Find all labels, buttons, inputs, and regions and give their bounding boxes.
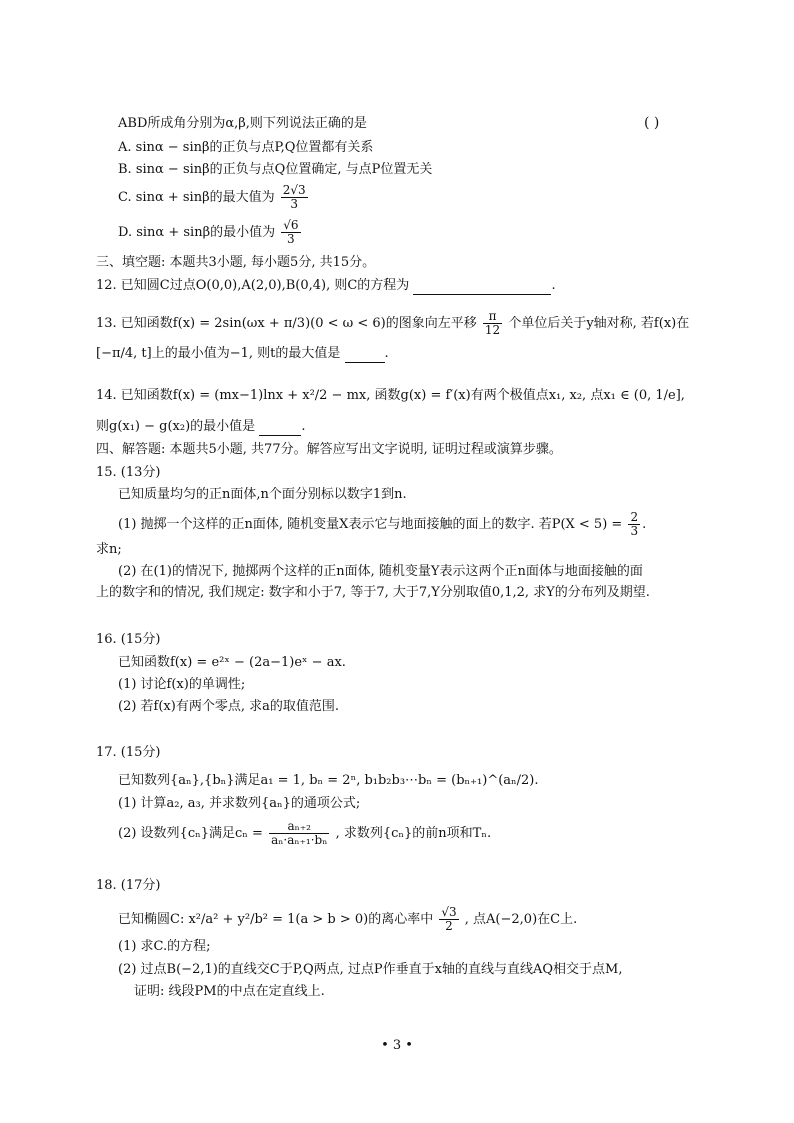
q11-option-d-fraction xyxy=(281,219,300,246)
q17-part2-text-a: (2) 设数列{cₙ}满足cₙ = xyxy=(118,826,263,841)
fraction-numerator: 2√3 xyxy=(282,183,306,197)
q16-stem: 已知函数f(x) = e²ˣ − (2a−1)eˣ − ax. xyxy=(118,655,346,670)
q14-text-b: 则g(x₁) − g(x₂)的最小值是 xyxy=(96,419,256,434)
q15-part1-text: (1) 抛掷一个这样的正n面体, 随机变量X表示它与地面接触的面上的数字. 若P(X < 5) = xyxy=(118,517,623,532)
fraction-denominator: 12 xyxy=(484,323,501,337)
q13-text-a: 13. 已知函数f(x) = 2sin(ωx + π/3)(0 < ω < 6)的图象向左平移 xyxy=(96,316,477,331)
q17-part2 xyxy=(118,820,491,847)
q18-stem-text-c: , 点A(−2,0)在C上. xyxy=(464,912,578,927)
q11-option-d-text: D. sinα + sinβ的最小值为 xyxy=(118,225,276,240)
answer-blank xyxy=(413,280,551,295)
q15-fraction xyxy=(628,511,640,538)
q15-stem: 已知质量均匀的正n面体,n个面分别标以数字1到n. xyxy=(118,487,407,502)
section4-heading: 四、解答题: 本题共5小题, 共77分。解答应写出文字说明, 证明过程或演算步骤。 xyxy=(96,442,562,457)
q14-line1: 14. 已知函数f(x) = (mx−1)lnx + x²/2 − mx, 函数g(x) = f′(x)有两个极值点x₁, x₂, 点x₁ ∈ (0, 1/e], xyxy=(96,388,685,403)
q11-stem: ABD所成角分别为α,β,则下列说法正确的是 xyxy=(118,116,367,131)
fraction-denominator: 3 xyxy=(630,524,639,538)
fraction-denominator: 3 xyxy=(287,232,295,246)
q18-stem-text-b: x²/a² + y²/b² = 1(a > b > 0)的离心率中 xyxy=(188,912,434,927)
fraction-denominator: aₙ·aₙ₊₁·bₙ xyxy=(271,833,328,847)
answer-blank xyxy=(345,348,385,363)
q12: 12. 已知圆C过点O(0,0),A(2,0),B(0,4), 则C的方程为 . xyxy=(96,278,556,293)
q17-part2-text-b: , 求数列{cₙ}的前n项和Tₙ. xyxy=(335,826,492,841)
q13-line1 xyxy=(96,310,689,337)
fraction-denominator: 2 xyxy=(445,919,453,933)
q11-option-c-fraction xyxy=(281,184,308,211)
q18-stem xyxy=(118,906,577,933)
q13-text-b: 个单位后关于y轴对称, 若f(x)在 xyxy=(508,316,690,331)
q17-number: 17. (15分) xyxy=(96,745,161,760)
q13-text-c: [−π/4, t]上的最小值为−1, 则t的最大值是 xyxy=(96,346,341,361)
q13-line2: [−π/4, t]上的最小值为−1, 则t的最大值是 . xyxy=(96,346,389,361)
q18-number: 18. (17分) xyxy=(96,878,161,893)
q18-part2-line2: 证明: 线段PM的中点在定直线上. xyxy=(134,984,325,999)
q14-line2: 则g(x₁) − g(x₂)的最小值是 . xyxy=(96,419,306,434)
fraction-numerator: 2 xyxy=(630,510,639,524)
q18-fraction xyxy=(439,906,458,933)
q11-option-b: B. sinα − sinβ的正负与点Q位置确定, 与点P位置无关 xyxy=(118,162,433,177)
q15-part1: (1) 抛掷一个这样的正n面体, 随机变量X表示它与地面接触的面上的数字. 若P(X < 5) = $\frac{2}{3}$ . xyxy=(118,510,647,538)
section3-heading: 三、填空题: 本题共3小题, 每小题5分, 共15分。 xyxy=(96,255,376,270)
fraction-numerator: π xyxy=(483,310,502,324)
q16-part1: (1) 讨论f(x)的单调性; xyxy=(118,677,246,692)
answer-paren: ( ) xyxy=(644,115,660,131)
q15-number: 15. (13分) xyxy=(96,465,161,480)
q11-option-c-text: C. sinα + sinβ的最大值为 xyxy=(118,190,275,205)
q17-stem: 已知数列{aₙ},{bₙ}满足a₁ = 1, bₙ = 2ⁿ, b₁b₂b₃⋯bₙ = (bₙ₊₁)^(aₙ/2). xyxy=(118,773,539,788)
q11-option-c xyxy=(118,184,310,211)
q13-fraction xyxy=(483,310,502,337)
q15-part2-line1: (2) 在(1)的情况下, 抛掷两个这样的正n面体, 随机变量Y表示这两个正n面体与地面接触的面 xyxy=(118,564,643,579)
q17-fraction xyxy=(269,820,329,847)
q16-part2: (2) 若f(x)有两个零点, 求a的取值范围. xyxy=(118,699,339,714)
q15-part1-tail: 求n; xyxy=(96,542,122,557)
q11-option-d xyxy=(118,219,303,246)
answer-blank xyxy=(259,421,301,436)
q17-part1: (1) 计算a₂, a₃, 并求数列{aₙ}的通项公式; xyxy=(118,796,361,811)
q15-part2-line2: 上的数字和的情况, 我们规定: 数字和小于7, 等于7, 大于7,Y分别取值0,1,2, 求Y的分布列及期望. xyxy=(96,585,650,600)
q12-text: 12. 已知圆C过点O(0,0),A(2,0),B(0,4), 则C的方程为 xyxy=(96,278,410,293)
q18-stem-text-a: 已知椭圆C: xyxy=(118,912,185,927)
q16-number: 16. (15分) xyxy=(96,632,161,647)
q11-option-a: A. sinα − sinβ的正负与点P,Q位置都有关系 xyxy=(118,140,374,155)
page-number: • 3 • xyxy=(381,1038,413,1053)
fraction-numerator: √3 xyxy=(441,905,457,919)
fraction-numerator: aₙ₊₂ xyxy=(269,820,329,834)
fraction-denominator: 3 xyxy=(290,197,299,211)
q18-part1: (1) 求C.的方程; xyxy=(118,939,211,954)
q18-part2-line1: (2) 过点B(−2,1)的直线交C于P,Q两点, 过点P作垂直于x轴的直线与直线AQ相交于点M, xyxy=(118,962,623,977)
fraction-numerator: √6 xyxy=(283,218,299,232)
